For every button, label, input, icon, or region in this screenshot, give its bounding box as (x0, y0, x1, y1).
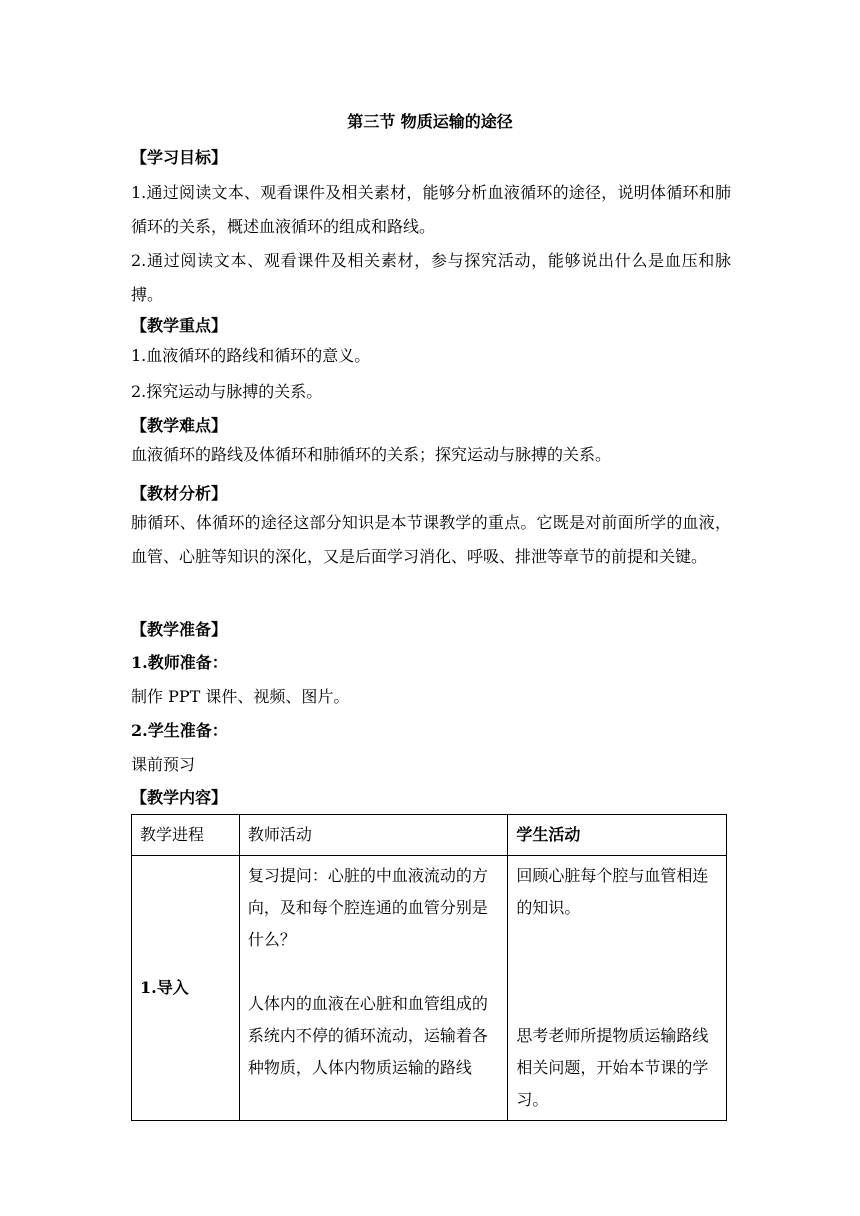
content-heading-block (131, 786, 731, 810)
preparation-section (131, 618, 731, 782)
difficulties-section (131, 414, 731, 472)
key-point-1: 1.血液循环的路线和循环的意义。 (131, 346, 371, 365)
cell-spacer (248, 956, 502, 988)
key-points-heading: 【教学重点】 (131, 316, 228, 335)
learning-goals-section (131, 146, 731, 312)
learning-goals-heading: 【学习目标】 (131, 148, 228, 167)
cell-spacer (516, 924, 720, 1020)
header-student-activity: 学生活动 (508, 815, 727, 856)
key-points-section (131, 314, 731, 410)
analysis-heading: 【教材分析】 (131, 484, 228, 503)
document-title: 第三节 物质运输的途径 (347, 112, 513, 131)
teacher-activity-cell (239, 856, 508, 1121)
table-row (132, 856, 727, 1121)
teacher-activity-text-2: 人体内的血液在心脏和血管组成的系统内不停的循环流动，运输着各种物质，人体内物质运输的路线 (247, 994, 488, 1077)
student-prep-text: 课前预习 (131, 755, 196, 774)
table-header-row (132, 815, 727, 856)
student-activity-text-1: 回顾心脏每个腔与血管相连的知识。 (516, 866, 709, 917)
content-heading: 【教学内容】 (131, 788, 228, 807)
stage-cell: 1.导入 (132, 856, 240, 1121)
key-point-2: 2.探究运动与脉搏的关系。 (131, 382, 323, 401)
teacher-prep-text: 制作 PPT 课件、视频、图片。 (131, 687, 350, 706)
learning-goal-2: 2.通过阅读文本、观看课件及相关素材，参与探究活动，能够说出什么是血压和脉搏。 (131, 251, 731, 304)
learning-goal-1: 1.通过阅读文本、观看课件及相关素材，能够分析血液循环的途径，说明体循环和肺循环的关系，概述血液循环的组成和路线。 (131, 183, 731, 236)
difficulties-heading: 【教学难点】 (131, 416, 228, 435)
teaching-content-table (131, 814, 727, 1121)
analysis-section (131, 482, 731, 574)
teacher-prep-label: 1.教师准备： (131, 653, 228, 672)
header-stage: 教学进程 (132, 815, 240, 856)
header-teacher-activity: 教师活动 (239, 815, 508, 856)
difficulties-text: 血液循环的路线及体循环和肺循环的关系；探究运动与脉搏的关系。 (131, 445, 612, 464)
student-prep-label: 2.学生准备： (131, 721, 228, 740)
teacher-activity-text-1: 复习提问：心脏的中血液流动的方向，及和每个腔连通的血管分别是什么？ (247, 866, 488, 949)
analysis-text: 肺循环、体循环的途径这部分知识是本节课教学的重点。它既是对前面所学的血液，血管、心脏等知识的深化，又是后面学习消化、呼吸、排泄等章节的前提和关键。 (131, 513, 731, 566)
student-activity-text-2: 思考老师所提物质运输路线相关问题，开始本节课的学习。 (516, 1026, 709, 1109)
preparation-heading: 【教学准备】 (131, 620, 228, 639)
student-activity-cell (508, 856, 727, 1121)
